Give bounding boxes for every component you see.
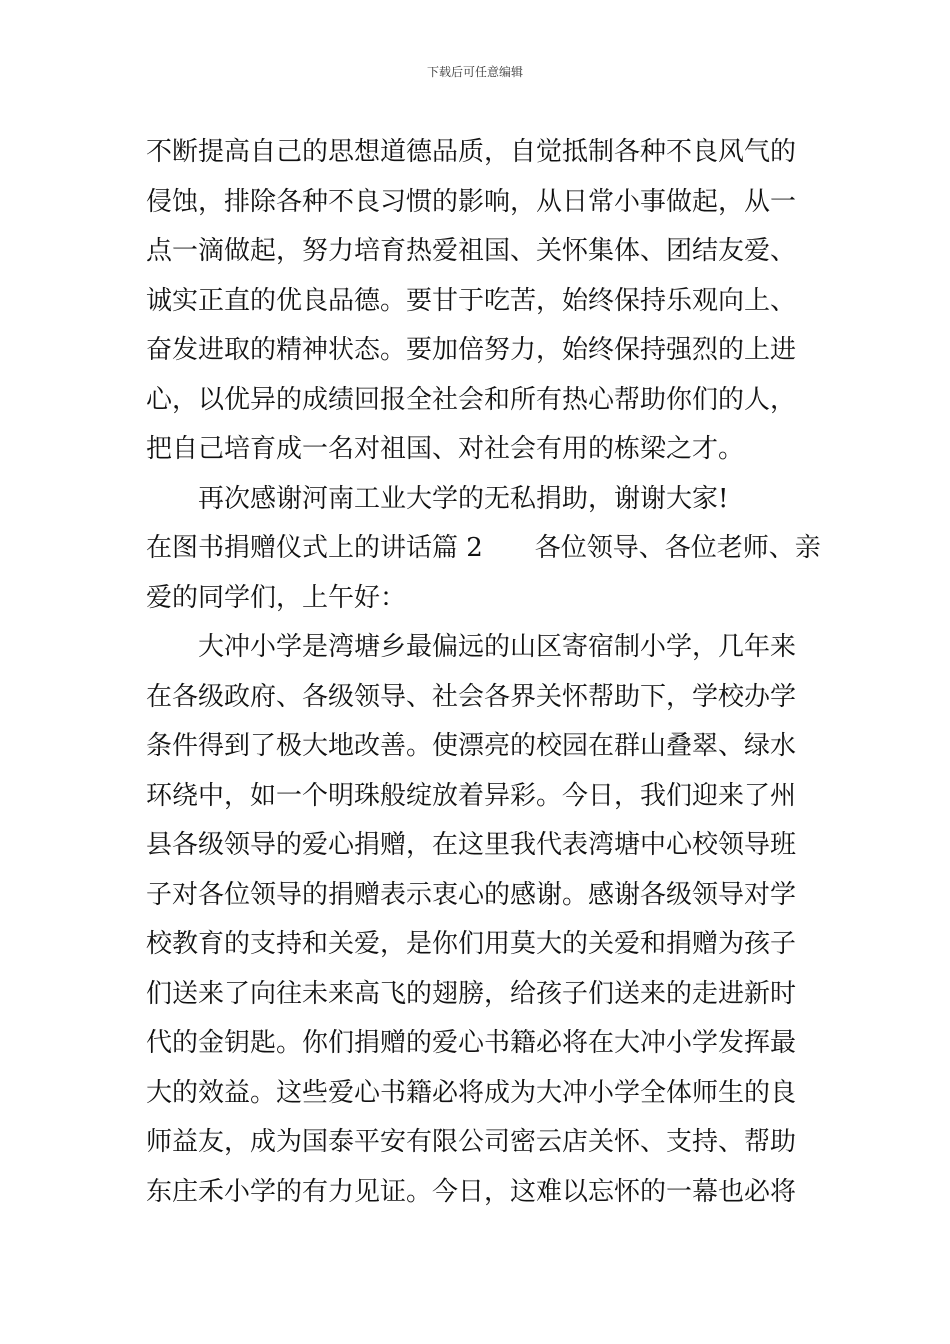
text-line: 县各级领导的爱心捐赠，在这里我代表湾塘中心校领导班	[146, 830, 797, 860]
text-line: 条件得到了极大地改善。使漂亮的校园在群山叠翠、绿水	[146, 731, 797, 761]
text-line: 诚实正直的优良品德。要甘于吃苦，始终保持乐观向上、	[146, 285, 797, 316]
text-line: 在各级政府、各级领导、社会各界关怀帮助下，学校办学	[146, 681, 797, 712]
text-line: 校教育的支持和关爱，是你们用莫大的关爱和捐赠为孩子	[146, 929, 797, 959]
text-line: 再次感谢河南工业大学的无私捐助，谢谢大家!	[198, 483, 729, 514]
text-line: 们送来了向往未来高飞的翅膀，给孩子们送来的走进新时	[146, 978, 797, 1009]
text-line: 东庄禾小学的有力见证。今日，这难以忘怀的一幕也必将	[146, 1176, 797, 1207]
text-line: 把自己培育成一名对祖国、对社会有用的栋梁之才。	[146, 434, 745, 464]
text-line: 环绕中，如一个明珠般绽放着异彩。今日，我们迎来了州	[146, 780, 797, 811]
text-line: 大的效益。这些爱心书籍必将成为大冲小学全体师生的良	[146, 1077, 797, 1108]
text-line: 师益友，成为国泰平安有限公司密云店关怀、支持、帮助	[146, 1127, 797, 1157]
text-line: 代的金钥匙。你们捐赠的爱心书籍必将在大冲小学发挥最	[146, 1028, 797, 1058]
text-line: 子对各位领导的捐赠表示衷心的感谢。感谢各级领导对学	[146, 879, 797, 910]
page-header: 下载后可任意编辑	[426, 65, 523, 79]
text-line: 心，以优异的成绩回报全社会和所有热心帮助你们的人，	[146, 384, 797, 415]
text-line: 奋发进取的精神状态。要加倍努力，始终保持强烈的上进	[146, 335, 797, 365]
text-line: 点一滴做起，努力培育热爱祖国、关怀集体、团结友爱、	[146, 236, 797, 266]
body-text	[146, 128, 821, 1217]
text-line: 大冲小学是湾塘乡最偏远的山区寄宿制小学，几年来	[198, 632, 797, 662]
section-title-line: 在图书捐赠仪式上的讲话篇 2 各位领导、各位老师、亲	[146, 533, 821, 563]
text-line: 爱的同学们，上午好：	[146, 582, 407, 613]
text-line: 侵蚀，排除各种不良习惯的影响，从日常小事做起，从一	[146, 186, 797, 217]
text-line: 不断提高自己的思想道德品质，自觉抵制各种不良风气的	[146, 137, 797, 167]
